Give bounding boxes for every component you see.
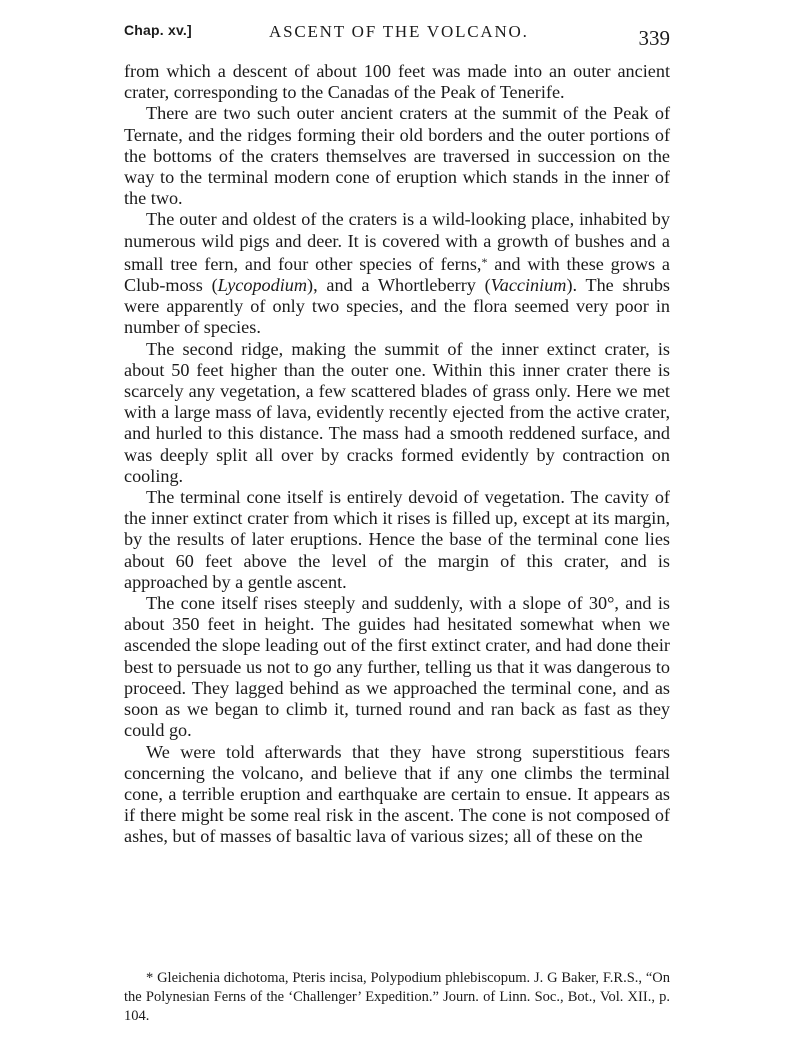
paragraph [124,339,670,487]
page-number: 339 [638,26,670,50]
paragraph-text: and with these grows a Club-moss ( [124,253,670,296]
paragraph [124,487,670,593]
paragraph-text: The second ridge, making the summit of the inner extinct crater, is about 50 feet higher than the outer one. Within this inner crater there is scarcely any vegetation, a few scattered blades of grass only. Here we met with a large mass of lava, evidently recently ejected from the active crater, and hurled to this distance. The mass had a smooth reddened surface, and was deeply split all over by cracks formed evidently by contraction on cooling. [124,338,670,486]
paragraph [124,593,670,741]
paragraph-text: ). The shrubs were apparently of only two species, and the flora seemed very poor in number of species. [124,275,670,338]
chapter-label: Chap. xv.] [124,22,192,38]
species-name: Vaccinium [490,275,567,296]
paragraph [124,103,670,209]
running-head [124,20,670,50]
species-name: Lycopodium [217,275,308,296]
paragraph-text: There are two such outer ancient craters at the summit of the Peak of Ternate, and the ridges forming their old borders and the outer portions of the bottoms of the craters themselves are traversed in succession on the way to the terminal modern cone of eruption which stands in the inner of the two. [124,103,670,209]
paragraph-text: ), and a Whortleberry ( [307,275,491,296]
paragraph [124,209,670,338]
paragraph [124,742,670,848]
paragraph-text: We were told afterwards that they have strong superstitious fears concerning the volcano, and believe that if any one climbs the terminal cone, a terrible eruption and earthquake are certain to ensue. It appears as if there might be some real risk in the ascent. The cone is not composed of ashes, but of masses of basaltic lava of various sizes; all of these on the [124,741,670,847]
footnote [124,969,670,1026]
footnote-marker: * [146,970,154,986]
footnote-reference: * [481,254,488,269]
footnote-text: Gleichenia dichotoma, Pteris incisa, Polypodium phlebiscopum. J. G Baker, F.R.S., “On the Polynesian Ferns of the ‘Challenger’ Expedition.” Journ. of Linn. Soc., Bot., Vol. XII., p. 104. [124,970,671,1024]
paragraph-text: The outer and oldest of the craters is a wild-looking place, inhabited by numerous wild pigs and deer. It is covered with a growth of bushes and a small tree fern, and four other species of ferns, [124,209,670,274]
paragraph [124,61,670,103]
paragraph-text: The terminal cone itself is entirely devoid of vegetation. The cavity of the inner extinct crater from which it rises is filled up, except at its margin, by the results of later eruptions. Hence the base of the terminal cone lies about 60 feet above the level of the margin of this crater, and is approached by a gentle ascent. [124,487,670,592]
paragraph-text: The cone itself rises steeply and suddenly, with a slope of 30°, and is about 350 feet in height. The guides had hesitated somewhat when we ascended the slope leading out of the first extinct crater, and had done their best to persuade us not to go any further, telling us that it was dangerous to proceed. They lagged behind as we approached the terminal cone, and as soon as we began to climb it, turned round and ran back as fast as they could go. [124,593,670,741]
body-text [124,61,670,848]
running-title: ASCENT OF THE VOLCANO. [269,22,529,41]
paragraph-text: from which a descent of about 100 feet was made into an outer ancient crater, corresponding to the Canadas of the Peak of Tenerife. [124,61,670,103]
